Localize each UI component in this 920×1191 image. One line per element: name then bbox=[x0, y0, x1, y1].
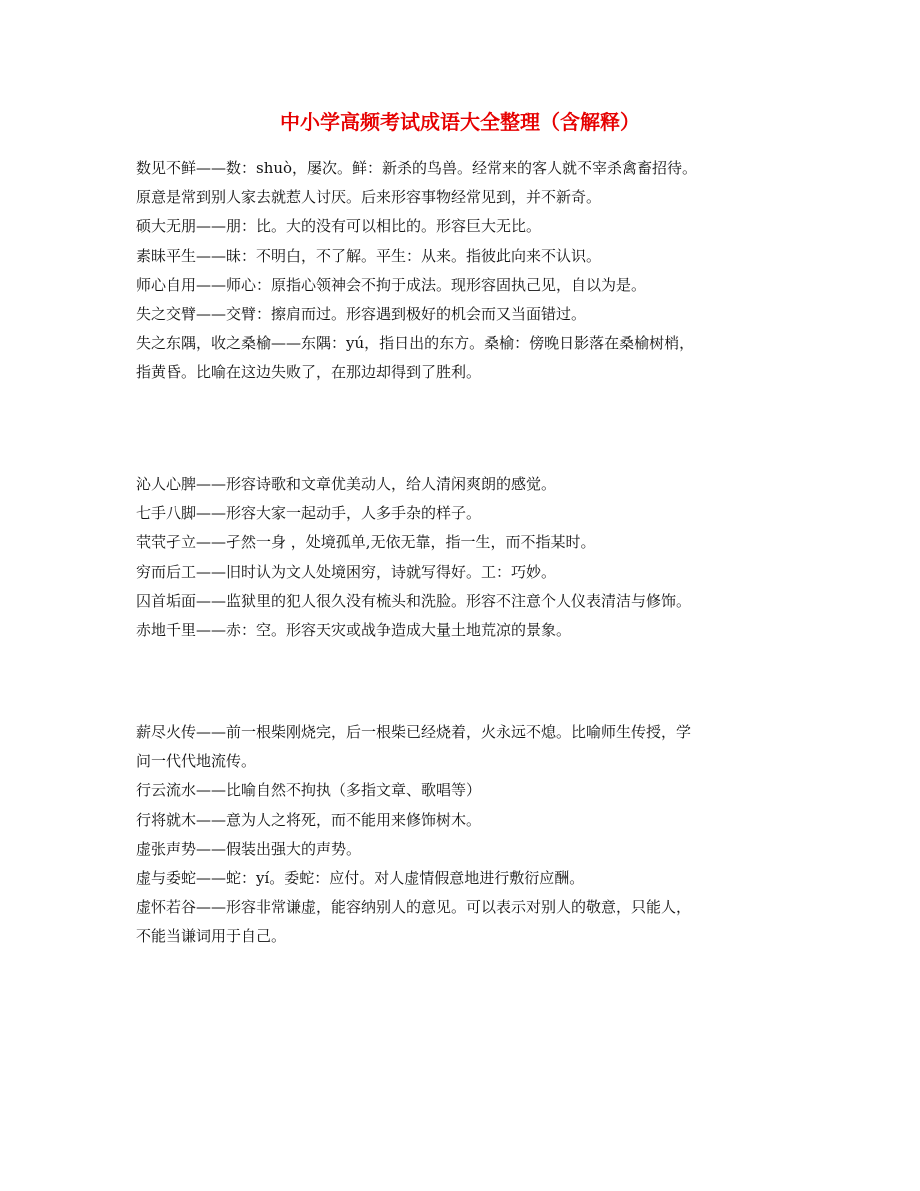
text-line: 赤地千里——赤：空。形容天灾或战争造成大量土地荒凉的景象。 bbox=[136, 621, 572, 640]
text-line: 穷而后工——旧时认为文人处境困穷，诗就写得好。工：巧妙。 bbox=[136, 562, 557, 581]
text-line: 茕茕孑立——孑然一身 ，处境孤单,无依无靠，指一生，而不指某时。 bbox=[136, 533, 596, 552]
text-line: 指黄昏。比喻在这边失败了，在那边却得到了胜利。 bbox=[136, 363, 482, 382]
text-line: 虚怀若谷——形容非常谦虚，能容纳别人的意见。可以表示对别人的敬意，只能人， bbox=[136, 898, 692, 917]
text-line: 囚首垢面——监狱里的犯人很久没有梳头和洗脸。形容不注意个人仪表清洁与修饰。 bbox=[136, 591, 692, 610]
text-line: 虚张声势——假装出强大的声势。 bbox=[136, 839, 362, 858]
idiom-section-2 bbox=[136, 470, 786, 645]
idiom-section-1 bbox=[136, 154, 786, 388]
text-line: 行将就木——意为人之将死，而不能用来修饰树木。 bbox=[136, 810, 482, 829]
text-line: 硕大无朋——朋：比。大的没有可以相比的。形容巨大无比。 bbox=[136, 217, 542, 236]
text-line: 沁人心脾——形容诗歌和文章优美动人，给人清闲爽朗的感觉。 bbox=[136, 475, 557, 493]
text-line: 薪尽火传——前一根柴刚烧完，后一根柴已经烧着，火永远不熄。比喻师生传授，学 bbox=[136, 723, 692, 741]
text-line: 师心自用——师心：原指心领神会不拘于成法。现形容固执己见，自以为是。 bbox=[136, 275, 647, 294]
text-line: 原意是常到别人家去就惹人讨厌。后来形容事物经常见到，并不新奇。 bbox=[136, 188, 602, 207]
text-line: 失之交臂——交臂：擦肩而过。形容遇到极好的机会而又当面错过。 bbox=[136, 305, 587, 324]
text-line: 数见不鲜——数：shuò，屡次。鲜：新杀的鸟兽。经常来的客人就不宰杀禽畜招待。 bbox=[136, 159, 698, 177]
text-line: 七手八脚——形容大家一起动手，人多手杂的样子。 bbox=[136, 504, 482, 523]
text-line: 问一代代地流传。 bbox=[136, 752, 257, 771]
text-line: 行云流水——比喻自然不拘执（多指文章、歌唱等） bbox=[136, 781, 482, 800]
document-title: 中小学高频考试成语大全整理（含解释） bbox=[280, 110, 640, 134]
text-line: 失之东隅，收之桑榆——东隅：yú，指日出的东方。桑榆：傍晚日影落在桑榆树梢， bbox=[136, 334, 695, 353]
idiom-section-3 bbox=[136, 718, 786, 952]
text-line: 不能当谦词用于自己。 bbox=[136, 927, 287, 946]
text-line: 素昧平生——昧：不明白，不了解。平生：从来。指彼此向来不认识。 bbox=[136, 246, 602, 265]
text-line: 虚与委蛇——蛇：yí。委蛇：应付。对人虚情假意地进行敷衍应酬。 bbox=[136, 869, 585, 888]
